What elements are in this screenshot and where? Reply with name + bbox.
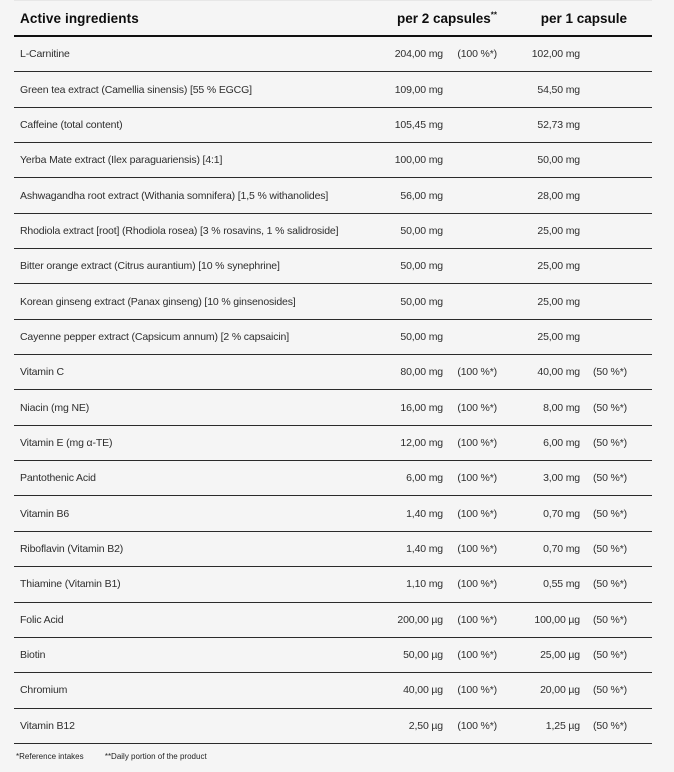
percent-per-1-capsule: (50 %*) <box>593 719 627 732</box>
table-row <box>14 567 652 602</box>
ingredient-name: Folic Acid <box>20 613 64 626</box>
amount-per-1-capsule: 25,00 mg <box>537 330 580 343</box>
percent-per-1-capsule: (50 %*) <box>593 401 627 414</box>
percent-per-2-capsules: (100 %*) <box>457 401 497 414</box>
percent-per-1-capsule: (50 %*) <box>593 436 627 449</box>
amount-per-1-capsule: 25,00 mg <box>537 295 580 308</box>
ingredient-name: Vitamin B6 <box>20 507 70 520</box>
amount-per-2-capsules: 56,00 mg <box>400 189 443 202</box>
amount-per-2-capsules: 105,45 mg <box>394 118 443 131</box>
percent-per-2-capsules: (100 %*) <box>457 684 497 697</box>
amount-per-2-capsules: 50,00 mg <box>400 260 443 273</box>
amount-per-1-capsule: 52,73 mg <box>537 118 580 131</box>
col-header-per-2-capsules-label: per 2 capsules <box>396 10 491 26</box>
amount-per-2-capsules: 50,00 mg <box>400 330 443 343</box>
ingredient-name: Caffeine (total content) <box>20 118 123 131</box>
col-header-per-1-capsule: per 1 capsule <box>540 10 627 26</box>
percent-per-1-capsule: (50 %*) <box>593 542 627 555</box>
percent-per-1-capsule: (50 %*) <box>593 684 627 697</box>
amount-per-2-capsules: 109,00 mg <box>394 83 443 96</box>
amount-per-2-capsules: 12,00 mg <box>400 436 443 449</box>
percent-per-1-capsule: (50 %*) <box>593 578 627 591</box>
footnote-daily-portion: **Daily portion of the product <box>104 751 207 761</box>
ingredient-name: Chromium <box>20 684 68 697</box>
percent-per-2-capsules: (100 %*) <box>457 719 497 732</box>
percent-per-2-capsules: (100 %*) <box>457 48 497 61</box>
table-row <box>14 214 652 249</box>
ingredient-name: Pantothenic Acid <box>20 472 96 485</box>
ingredient-name: Riboflavin (Vitamin B2) <box>20 542 124 555</box>
active-ingredients-table <box>14 0 652 761</box>
amount-per-2-capsules: 204,00 mg <box>394 48 443 61</box>
table-row <box>14 390 652 425</box>
ingredient-name: Cayenne pepper extract (Capsicum annum) [2 % capsaicin] <box>20 330 289 343</box>
amount-per-1-capsule: 0,55 mg <box>543 578 580 591</box>
table-row <box>14 532 652 567</box>
percent-per-1-capsule: (50 %*) <box>593 613 627 626</box>
percent-per-2-capsules: (100 %*) <box>457 436 497 449</box>
ingredient-name: Vitamin B12 <box>20 719 75 732</box>
amount-per-1-capsule: 20,00 µg <box>540 684 580 697</box>
amount-per-1-capsule: 25,00 mg <box>537 224 580 237</box>
table-row <box>14 108 652 143</box>
amount-per-1-capsule: 1,25 µg <box>545 719 580 732</box>
amount-per-2-capsules: 100,00 mg <box>394 154 443 167</box>
ingredient-name: Korean ginseng extract (Panax ginseng) [10 % ginsenosides] <box>20 295 296 308</box>
ingredient-name: Bitter orange extract (Citrus aurantium) [10 % synephrine] <box>20 260 280 273</box>
table-row <box>14 496 652 531</box>
table-row <box>14 426 652 461</box>
percent-per-2-capsules: (100 %*) <box>457 613 497 626</box>
ingredient-name: Ashwagandha root extract (Withania somnifera) [1,5 % withanolides] <box>20 189 329 202</box>
table-row <box>14 37 652 72</box>
table-row <box>14 143 652 178</box>
amount-per-2-capsules: 50,00 mg <box>400 224 443 237</box>
ingredient-name: Thiamine (Vitamin B1) <box>20 578 121 591</box>
table-row <box>14 673 652 708</box>
table-row <box>14 249 652 284</box>
percent-per-2-capsules: (100 %*) <box>457 366 497 379</box>
amount-per-1-capsule: 50,00 mg <box>537 154 580 167</box>
percent-per-1-capsule: (50 %*) <box>593 472 627 485</box>
amount-per-2-capsules: 80,00 mg <box>400 366 443 379</box>
table-row <box>14 461 652 496</box>
percent-per-2-capsules: (100 %*) <box>457 542 497 555</box>
percent-per-2-capsules: (100 %*) <box>457 507 497 520</box>
amount-per-2-capsules: 16,00 mg <box>400 401 443 414</box>
amount-per-1-capsule: 0,70 mg <box>543 507 580 520</box>
table-row <box>14 603 652 638</box>
amount-per-1-capsule: 8,00 mg <box>543 401 580 414</box>
amount-per-1-capsule: 40,00 mg <box>537 366 580 379</box>
table-row <box>14 284 652 319</box>
ingredient-name: L-Carnitine <box>20 48 70 61</box>
ingredient-name: Niacin (mg NE) <box>20 401 90 414</box>
percent-per-2-capsules: (100 %*) <box>457 472 497 485</box>
table-body <box>14 37 652 744</box>
table-header-row <box>14 1 652 37</box>
footnotes <box>14 744 652 761</box>
amount-per-2-capsules: 40,00 µg <box>403 684 443 697</box>
table-row <box>14 178 652 213</box>
amount-per-1-capsule: 102,00 mg <box>531 48 580 61</box>
percent-per-1-capsule: (50 %*) <box>593 507 627 520</box>
percent-per-1-capsule: (50 %*) <box>593 649 627 662</box>
table-row <box>14 320 652 355</box>
double-asterisk-marker: ** <box>490 10 497 19</box>
percent-per-2-capsules: (100 %*) <box>457 578 497 591</box>
amount-per-1-capsule: 25,00 mg <box>537 260 580 273</box>
table-row <box>14 355 652 390</box>
ingredient-name: Yerba Mate extract (Ilex paraguariensis) [4:1] <box>20 154 223 167</box>
amount-per-1-capsule: 3,00 mg <box>543 472 580 485</box>
amount-per-1-capsule: 25,00 µg <box>540 649 580 662</box>
amount-per-2-capsules: 1,40 mg <box>406 507 443 520</box>
amount-per-1-capsule: 0,70 mg <box>543 542 580 555</box>
percent-per-2-capsules: (100 %*) <box>457 649 497 662</box>
amount-per-1-capsule: 28,00 mg <box>537 189 580 202</box>
percent-per-1-capsule: (50 %*) <box>593 366 627 379</box>
page-title: Active ingredients <box>20 10 139 26</box>
footnote-reference-intakes: *Reference intakes <box>16 751 84 761</box>
col-header-per-2-capsules <box>329 11 497 26</box>
table-row <box>14 638 652 673</box>
amount-per-1-capsule: 100,00 µg <box>534 613 580 626</box>
ingredient-name: Rhodiola extract [root] (Rhodiola rosea) [3 % rosavins, 1 % salidroside] <box>20 224 339 237</box>
ingredient-name: Vitamin E (mg α-TE) <box>20 436 113 449</box>
amount-per-1-capsule: 54,50 mg <box>537 83 580 96</box>
ingredient-name: Vitamin C <box>20 366 64 379</box>
ingredient-name: Green tea extract (Camellia sinensis) [55 % EGCG] <box>20 83 252 96</box>
amount-per-2-capsules: 50,00 µg <box>403 649 443 662</box>
ingredient-name: Biotin <box>20 649 46 662</box>
amount-per-2-capsules: 2,50 µg <box>408 719 443 732</box>
amount-per-2-capsules: 1,40 mg <box>406 542 443 555</box>
amount-per-2-capsules: 50,00 mg <box>400 295 443 308</box>
amount-per-2-capsules: 6,00 mg <box>406 472 443 485</box>
amount-per-1-capsule: 6,00 mg <box>543 436 580 449</box>
table-row <box>14 709 652 744</box>
amount-per-2-capsules: 200,00 µg <box>397 613 443 626</box>
table-row <box>14 72 652 107</box>
amount-per-2-capsules: 1,10 mg <box>406 578 443 591</box>
